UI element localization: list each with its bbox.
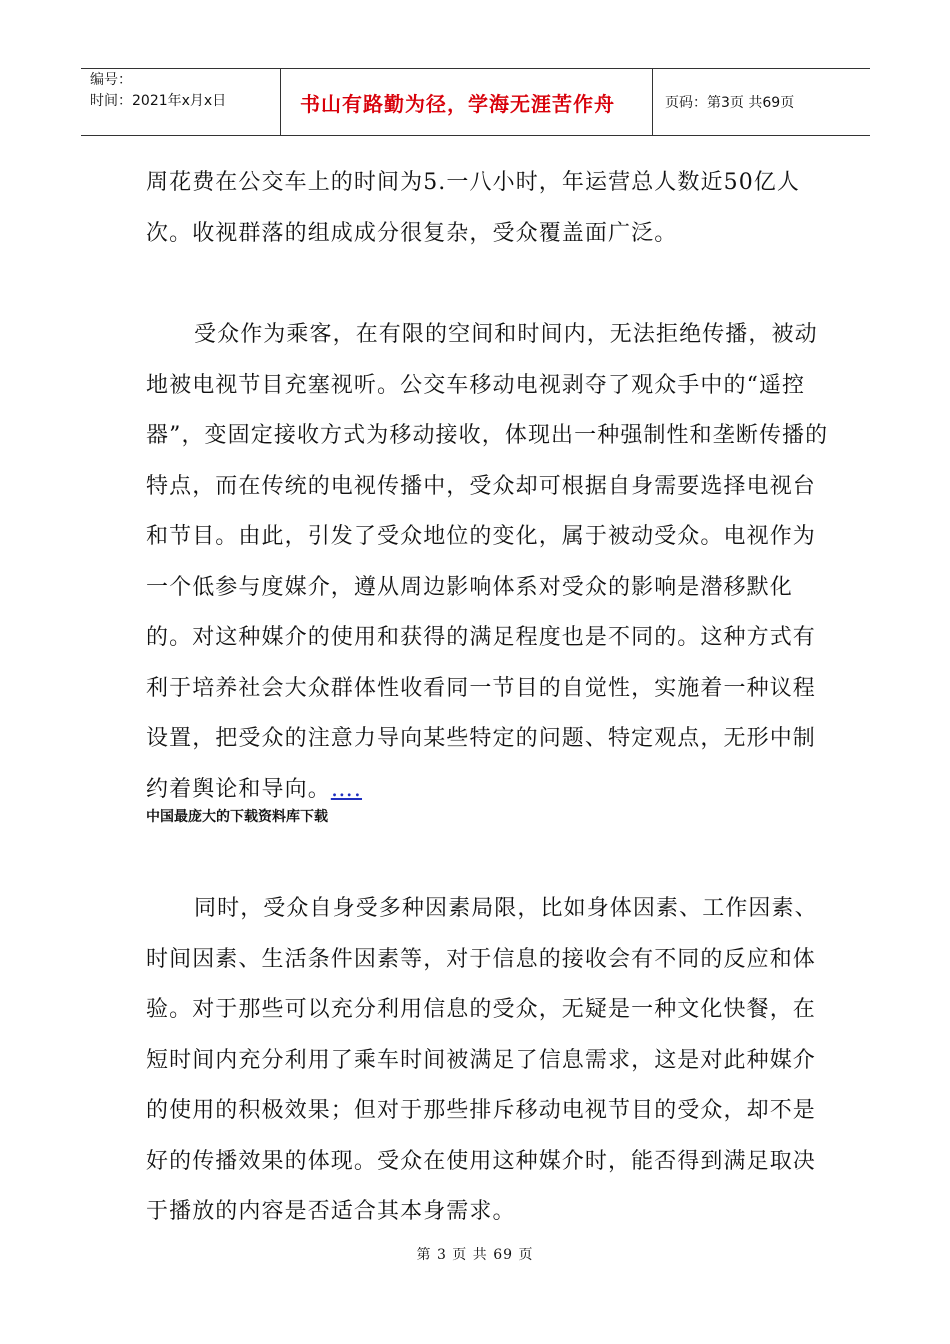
page-footer <box>0 1244 950 1264</box>
paragraph-1-text: 周花费在公交车上的时间为5.一八小时，年运营总人数近50亿人次。收视群落的组成成分很复杂，受众覆盖面广泛。 <box>146 170 800 246</box>
document-date: 时间：2021年x月x日 <box>90 93 227 109</box>
page-current: 第3页 <box>707 95 744 111</box>
download-note: 中国最庞大的下载资料库下载 <box>146 809 328 825</box>
header-meta <box>81 69 281 135</box>
continue-link[interactable]: …. <box>330 776 363 802</box>
paragraph-2 <box>146 310 836 815</box>
paragraph-2-text: 受众作为乘客，在有限的空间和时间内，无法拒绝传播，被动地被电视节目充塞视听。公交车移动电视剥夺了观众手中的“遥控器”，变固定接收方式为移动接收，体现出一种强制性和垄断传播的特点，而在传统的电视传播中，受众却可根据自身需要选择电视台和节目。由此，引发了受众地位的变化，属于被动受众。电视作为一个低参与度媒介，遵从周边影响体系对受众的影响是潜移默化的。对这种媒介的使用和获得的满足程度也是不同的。这种方式有利于培养社会大众群体性收看同一节目的自觉性，实施着一种议程设置，把受众的注意力导向某些特定的问题、特定观点，无形中制约着舆论和导向。 <box>146 322 829 802</box>
paragraph-3-text: 同时，受众自身受多种因素局限，比如身体因素、工作因素、时间因素、生活条件因素等，对于信息的接收会有不同的反应和体验。对于那些可以充分利用信息的受众，无疑是一种文化快餐，在短时间内充分利用了乘车时间被满足了信息需求，这是对此种媒介的使用的积极效果；但对于那些排斥移动电视节目的受众，却不是好的传播效果的体现。受众在使用这种媒介时，能否得到满足取决于播放的内容是否适合其本身需求。 <box>146 896 818 1224</box>
paragraph-3 <box>146 884 836 1238</box>
header-motto: 书山有路勤为径，学海无涯苦作舟 <box>281 69 653 135</box>
document-number-label: 编号： <box>90 72 132 88</box>
paragraph-1 <box>146 158 836 259</box>
footer-page-total: 共 69 页 <box>472 1247 534 1263</box>
footer-page-current: 第 3 页 <box>416 1247 468 1263</box>
page-label: 页码： <box>665 95 707 111</box>
header-page-info <box>653 69 870 135</box>
page-total: 共69页 <box>748 95 795 111</box>
page-header <box>81 68 870 136</box>
